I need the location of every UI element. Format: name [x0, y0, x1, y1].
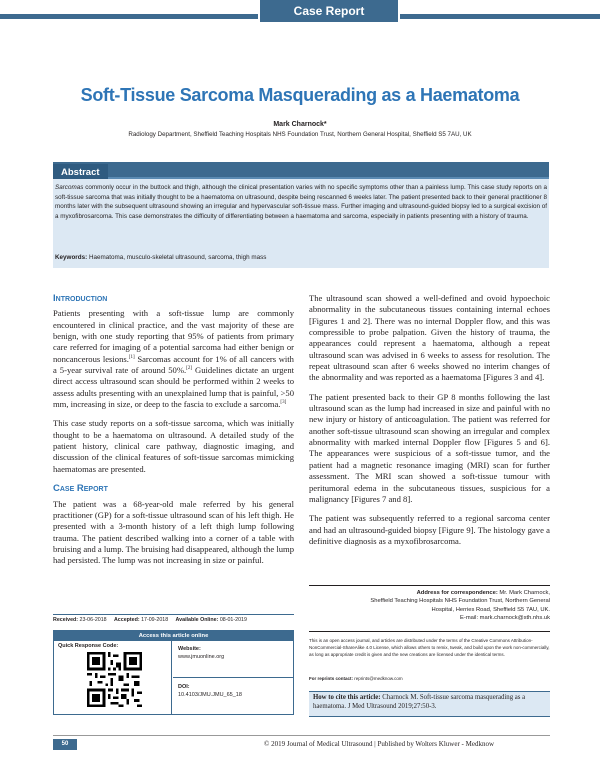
- author-name: Mark Charnock*: [273, 121, 327, 128]
- keywords-list: Haematoma, musculo-skeletal ultrasound, sarcoma, thigh mass: [87, 254, 267, 261]
- intro-paragraph-1: [53, 308, 294, 410]
- online-label: Available Online:: [175, 617, 219, 623]
- right-column: [309, 293, 550, 555]
- correspondence-address: [309, 589, 550, 622]
- citation-ref[interactable]: [3]: [280, 400, 287, 406]
- access-online-box: [53, 630, 294, 715]
- abstract-lead-word: Sarcomas: [55, 184, 84, 191]
- intro-text-c: Guidelines dictate an urgent direct access ultrasound scan should be performed within 2 weeks to assess adults presenting with an unexplained lump that is painful, >50 mm, increasing in size, or deep to the fascia to exclude a sarcoma.: [53, 365, 295, 410]
- access-heading: Access this article online: [54, 631, 293, 641]
- received-label: Received:: [53, 617, 79, 623]
- correspondence-email[interactable]: E-mail: mark.charnock@sth.nhs.uk: [460, 614, 550, 621]
- intro-paragraph-2: This case study reports on a soft-tissue sarcoma, which was initially thought to be a haematoma on ultrasound. A detailed study of the patient history, clinical care pathway, diagnostic imaging, and discussion of the clinical features of soft-tissue sarcomas mimicking haematomas are presented.: [53, 418, 294, 474]
- accepted-label: Accepted:: [113, 617, 140, 623]
- article-type-label: Case Report: [260, 0, 398, 22]
- case-paragraph-2: The ultrasound scan showed a well-defined and ovoid hypoechoic abnormality in the subcutaneous tissues containing internal echoes [Figures 1 and 2]. There was no internal Doppler flow, and this was compressible to probe palpation. Given the history of trauma, the appearances could represent a haematoma, although a repeat ultrasound scan was advised in 6 weeks to assess for resolution. The repeat ultrasound scan after 6 weeks showed no interim changes of the abnormality and was reported as a haematoma [Figures 3 and 4].: [309, 293, 550, 383]
- cite-label: How to cite this article:: [313, 694, 381, 701]
- intro-text-b: Sarcomas account for 1% of all cancers with a 5-year survival rate of around 50%.: [53, 353, 294, 376]
- reprints-contact: [309, 676, 550, 681]
- open-access-divider: [309, 631, 550, 632]
- correspondence-line-2: Hospital, Herries Road, Sheffield S5 7AU, UK.: [431, 606, 550, 613]
- qr-cell: [54, 641, 172, 715]
- correspondence-label: Address for correspondence:: [416, 590, 498, 596]
- cite-text: Charnock M. Soft-tissue sarcoma masquerading as a haematoma. J Med Ultrasound 2019;27:50-3.: [313, 694, 526, 710]
- article-dates: [53, 614, 294, 624]
- reprints-email[interactable]: reprints@medknow.com: [353, 676, 403, 681]
- correspondence-divider: [309, 585, 550, 586]
- access-info: [178, 645, 290, 661]
- banner-rule-right: [400, 14, 600, 19]
- online-date: 08-01-2019: [219, 617, 247, 623]
- citation-ref[interactable]: [2]: [186, 366, 193, 372]
- top-banner: [0, 0, 600, 22]
- article-title: Soft-Tissue Sarcoma Masquerading as a Haematoma: [80, 85, 520, 105]
- left-column: [53, 293, 294, 575]
- abstract-body: commonly occur in the buttock and thigh, although the clinical presentation varies with no specific symptoms other than a painless lump. This case study reports on a soft-tissue sarcoma that was initially thought to be a haematoma on ultrasound, despite being rescanned 6 weeks later. The patient presented back to their general practitioner 8 months later with the subsequent ultrasound showing an irregular and hypervascular soft-tissue mass. Further imaging and ultrasound-guided biopsy led to a surgical excision of a myxofibrosarcoma. This case demonstrates the difficulty of differentiating between a haematoma and sarcoma, especially in patients presenting with a history of trauma.: [55, 184, 547, 221]
- received-date: 23-06-2018: [79, 617, 107, 623]
- intro-text-a: Patients presenting with a soft-tissue lump are commonly encountered in clinical practice, and the vast majority of these are benign, with one study reporting that 95% of patients from primary care referred for imaging of a potential sarcoma had either benign or noncancerous lesions.: [53, 308, 294, 364]
- footer-text: © 2019 Journal of Medical Ultrasound | Published by Wolters Kluwer - Medknow: [264, 740, 494, 748]
- citation-ref[interactable]: [1]: [128, 354, 135, 360]
- abstract-heading: Abstract: [53, 164, 108, 181]
- qr-code-icon[interactable]: [87, 652, 142, 707]
- abstract-heading-bar: [53, 162, 549, 179]
- reprints-label: For reprints contact:: [309, 676, 354, 681]
- correspondence-name: Mr. Mark Charnock,: [497, 590, 550, 596]
- case-paragraph-1: The patient was a 68-year-old male referred by his general practitioner (GP) for a soft-tissue ultrasound scan of his left thigh. He presented with a 3-month history of a left thigh lump following trauma. The patient described walking into a corner of a table with bruising and a lump. The bruising had disappeared, although the lump had persisted. The lump was not increasing in size or painful.: [53, 498, 294, 566]
- access-divider: [173, 677, 294, 678]
- doi-info: [178, 683, 290, 699]
- author-affiliation: Radiology Department, Sheffield Teaching Hospitals NHS Foundation Trust, Northern General Hospital, Sheffield S5 7AU, UK: [128, 131, 472, 138]
- abstract-text: [55, 183, 547, 222]
- accepted-date: 17-09-2018: [141, 617, 169, 623]
- citation-box: [309, 691, 550, 717]
- doi-link[interactable]: 10.4103/JMU.JMU_65_18: [178, 692, 242, 698]
- page-number: 50: [53, 739, 77, 750]
- case-paragraph-4: The patient was subsequently referred to a regional sarcoma center and had an ultrasound-guided biopsy [Figure 9]. The histology gave a definitive diagnosis as a myxofibrosarcoma.: [309, 513, 550, 546]
- open-access-notice: This is an open access journal, and articles are distributed under the terms of the Creative Commons Attribution-NonCommercial-ShareAlike 4.0 License, which allows others to remix, tweak, and build upon the work non-commercially, as long as appropriate credit is given and the new creations are licensed under the identical terms.: [309, 638, 550, 657]
- keywords-label: Keywords:: [55, 254, 88, 261]
- case-paragraph-3: The patient presented back to their GP 8 months following the last ultrasound scan as the lump had increased in size and painful with no new injury or history of anticoagulation. The patient was referred for another soft-tissue ultrasound scan showing an irregular and complex abnormality with marked internal Doppler flow [Figures 5 and 6]. The appearances were suspicious of a soft-tissue tumor, and the patient had a magnetic resonance imaging (MRI) scan for further assessment. The MRI scan showed a soft-tissue tumour with peritumoral edema in the subcutaneous tissues, suspicious for a malignancy [Figures 7 and 8].: [309, 391, 550, 504]
- keywords: [55, 254, 545, 261]
- website-label: Website:: [178, 646, 201, 652]
- doi-label: DOI:: [178, 684, 190, 690]
- case-report-heading: Case Report: [53, 483, 108, 495]
- introduction-heading: Introduction: [53, 293, 108, 304]
- banner-rule-left: [0, 14, 258, 19]
- qr-label: Quick Response Code:: [58, 643, 119, 649]
- correspondence-line-1: Sheffield Teaching Hospitals NHS Foundation Trust, Northern General: [370, 598, 550, 605]
- website-link[interactable]: www.jmuonline.org: [178, 654, 225, 660]
